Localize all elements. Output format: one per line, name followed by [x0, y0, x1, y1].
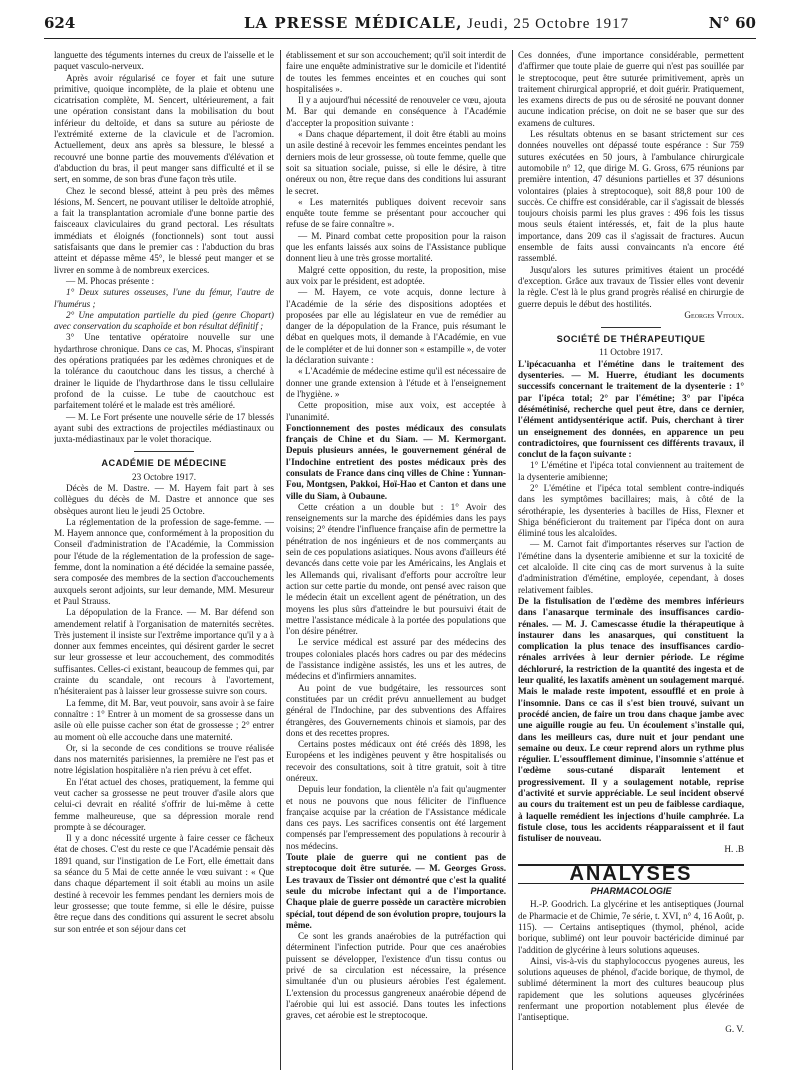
- paragraph: Or, si la seconde de ces conditions se trouve réalisée dans nos maternités parisiennes, la première ne l'est pas et notre législation hospitalière n'a rien prévu à cet effet.: [54, 742, 274, 776]
- column-divider: [512, 50, 513, 1070]
- section-rule: [134, 451, 194, 452]
- paragraph: Ainsi, vis-à-vis du staphylococcus pyogenes aureus, les solutions aqueuses de phénol, d'acide borique, de thymol, de sublimé déterminent la mort des cultures beaucoup plus rapidement que les solutions aqueuses glycérinées renfermant une proportion notablement plus élevée de l'antiseptique.: [518, 955, 744, 1023]
- paragraph: « Dans chaque département, il doit être établi au moins un asile destiné à recevoir les femmes enceintes pendant les derniers mois de leur grossesse, où toute femme, quelle que soit sa situation sociale, puisse, si elle le désire, à titre onéreux ou non, être reçue dans des conditions lui assurant le secret.: [286, 129, 506, 196]
- author-signature: Georges Vitoux.: [684, 309, 744, 320]
- paragraph: — M. Carnot fait d'importantes réserves sur l'action de l'émétine dans la dysenterie amibienne et sur la toxicité de cet alcaloïde. Il cite cinq cas de mort survenus à la suite d'administration d'émétine, employée, cependant, à doses relativement faibles.: [518, 539, 744, 595]
- issue-number: N° 60: [708, 14, 756, 32]
- section-date: 23 Octobre 1917.: [131, 471, 197, 482]
- section-heading: ACADÉMIE DE MÉDECINE: [101, 458, 227, 469]
- paragraph: Cette proposition, mise aux voix, est acceptée à l'unanimité.: [286, 400, 506, 422]
- paragraph: languette des téguments internes du creux de l'aisselle et le paquet vasculo-nerveux.: [54, 50, 274, 72]
- paragraph: 1° L'émétine et l'ipéca total conviennent au traitement de la dysenterie amibienne;: [518, 460, 744, 482]
- page-header: [44, 14, 756, 34]
- paragraph: Il y a aujourd'hui nécessité de renouveler ce vœu, ajouta M. Bar qui demande en conséquence à l'Académie d'accepter la proposition suivante :: [286, 95, 506, 128]
- journal-title: [244, 14, 630, 33]
- issue-date: Jeudi, 25 Octobre 1917: [467, 16, 630, 32]
- paragraph: Ces données, d'une importance considérable, permettent d'affirmer que toute plaie de guerre qui n'est pas souillée par le streptocoque, peut être suturée primitivement, après un traitement chirurgical approprié, et doit guérir. Pratiquement, les examens directs de pus ou de sérosité ne pouvant donner aucune indication précise, on doit ne se baser que sur des examens de cultures.: [518, 50, 744, 128]
- paragraph: Ce sont les grands anaérobies de la putréfaction qui déterminent l'infection putride. Pour que ces anaérobies puissent se développer, l'existence d'un tissu contus ou privé de sa circulation est nécessaire, la présence simultanée d'un ou plusieurs aérobies l'est également. L'extension du processus gangreneux anaérobie dépend de l'aérobie qui lui est associé. Dans toutes les infections graves, cet aérobie est le streptocoque.: [286, 931, 506, 1021]
- paragraph: Malgré cette opposition, du reste, la proposition, mise aux voix par le président, est adoptée.: [286, 264, 506, 286]
- paragraph: 2° L'émétine et l'ipéca total semblent contre-indiqués dans les symptômes bacillaires; mais, à côté de la sérothérapie, les dysenteries à bacilles de Hiss, Flexner et Shiga bénéficieront du traitement par l'ipéca dont on aura éliminé tous les alcaloïdes.: [518, 482, 744, 539]
- section-date: 11 Octobre 1917.: [599, 347, 663, 358]
- paragraph: « L'Académie de médecine estime qu'il est nécessaire de donner une grande extension à l'étude et à l'enseignement de l'hygiène. »: [286, 366, 506, 399]
- paragraph: « Les maternités publiques doivent recevoir sans enquête toute femme se présentant pour accoucher qui refuse de se faire connaître ».: [286, 196, 506, 230]
- paragraph: L'ipécacuanha et l'émétine dans le traitement des dysenteries. — M. Huerre, étudiant les documents successifs concernant le traitement de la dysenterie : 1° par l'ipéca total; 2° par l'émétine; 3° par l'ipéca désémétinisé, recherche quel peut être, dans ce dernier, l'élément antidysentérique actif. Puis, cherchant à tirer un enseignement des données, en apparence un peu contradictoires, que fournissent ces différents travaux, il conclut de la façon suivante :: [518, 358, 744, 460]
- paragraph: Cette création a un double but : 1° Avoir des renseignements sur la marche des épidémies dans les pays voisins; 2° étendre l'influence française afin de permettre la pénétration de nos ingénieurs et de nos commerçants au sein de ces populations asiatiques. Nous avons d'ailleurs été devancés dans cette voie par les Américains, les Anglais et les Allemands qui, rivalisant d'efforts pour accroître leur action sur cette partie du monde, ont pensé avec raison que le médecin était un excellent agent de pénétration, un des moyens les plus sûrs d'atteindre le but poursuivi était de mettre l'assistance médicale à la portée des populations que l'on désire pénétrer.: [286, 501, 506, 637]
- paragraph: Jusqu'alors les sutures primitives étaient un procédé d'exception. Grâce aux travaux de Tissier elles vont devenir la règle. C'est là le plus grand progrès réalisé en chirurgie de guerre depuis le début des hostilités.: [518, 264, 744, 309]
- paragraph: Depuis leur fondation, la clientèle n'a fait qu'augmenter et nous ne pouvons que nous féliciter de l'influence française acquise par la création de l'Assistance médicale dans ces pays. Les sacrifices consentis ont été largement compensés par l'empressement des populations à recourir à nos médecins.: [286, 784, 506, 851]
- column-2: [286, 50, 506, 1070]
- paragraph: En l'état actuel des choses, pratiquement, la femme qui veut cacher sa grossesse ne peut trouver d'asile alors que celui-ci devrait en réalité s'offrir de lui-même à cette femme malheureuse, que sa dépression morale rend prompte à se décourager.: [54, 776, 274, 832]
- analyses-heading: ANALYSES: [518, 864, 744, 884]
- paragraph: La femme, dit M. Bar, veut pouvoir, sans avoir à se faire connaître : 1° Entrer à un moment de sa grossesse dans un asile où elle puisse cacher son état de grossesse ; 2° entrer au moment où elle accouche dans une maternité.: [54, 697, 274, 742]
- paragraph: Après avoir régularisé ce foyer et fait une suture primitive, quoique incomplète, de la plaie et obtenu une cicatrisation complète, M. Sencert, ultérieurement, a fait une opération consistant dans la mobilisation du bout inférieur du deltoïde, et dans sa suture au périoste de l'extrémité externe de la clavicule et de l'acromion. Actuellement, deux ans après sa blessure, le blessé a recouvré une bonne partie des mouvements d'élévation et d'abduction du bras, il peut manger sans difficulté et il se sert, en somme, de son bras d'une façon très utile.: [54, 72, 274, 185]
- paragraph: 3° Une tentative opératoire nouvelle sur une hydarthrose chronique. Dans ce cas, M. Phocas, s'inspirant des opérations pratiquées par les œdèmes chroniques et de la tolérance du caoutchouc dans les tissus, a cherché à drainer le liquide de l'hydarthrose dans le tissu cellulaire profond de la cuisse. Le tube de caoutchouc est parfaitement toléré et le malade est très amélioré.: [54, 332, 274, 411]
- paragraph: La réglementation de la profession de sage-femme. — M. Hayem annonce que, conformément à la proposition du Conseil d'administration de l'Académie, la Commission pour l'étude de la réglementation de la profession de sage-femme, dont la nomination a été décidée la semaine passée, sera composée des membres de la section d'accouchements auxquels seront adjoints, sur leur demande, MM. Mesureur et Paul Strauss.: [54, 516, 274, 606]
- paragraph: Décès de M. Dastre. — M. Hayem fait part à ses collègues du décès de M. Dastre et annonce que ses obsèques auront lieu le jeudi 25 Octobre.: [54, 482, 274, 516]
- paragraph: Il y a donc nécessité urgente à faire cesser ce fâcheux état de choses. C'est du reste ce que l'Académie pensait dès 1891 quand, sur l'instigation de Le Fort, elle émettait dans sa séance du 5 Mai de cette année le vœu suivant : « Que dans chaque département il soit établi au moins un asile destiné à recevoir les femmes pendant les derniers mois de leur grossesse; que toute femme, si elle le désire, puisse être reçue dans des conditions qui assurent le secret absolu sur son entrée et son séjour dans cet: [54, 833, 274, 934]
- paragraph: Certains postes médicaux ont été créés dès 1898, les Européens et les indigènes peuvent y être hospitalisés ou recevoir des consultations, soit à titre gratuit, soit à titre onéreux.: [286, 739, 506, 783]
- paragraph: Fonctionnement des postes médicaux des consulats français de Chine et du Siam. — M. Kermorgant. Depuis plusieurs années, le gouvernement général de l'Indochine entretient des postes médicaux près des consulats de France dans cinq villes de Chine : Yunnan-Fou, Montgsen, Pakkoi, Hoï-Hao et Canton et dans une ville du Siam, à Oubaune.: [286, 422, 506, 501]
- paragraph: H.-P. Goodrich. La glycérine et les antiseptiques (Journal de Pharmacie et de Chimie, 7e série, t. XVI, n° 4, 16 Août, p. 115). — Certains antiseptiques (thymol, phénol, acide borique, sublimé) ont leur pouvoir bactéricide diminué par l'addition de glycérine à leurs solutions aqueuses.: [518, 899, 744, 955]
- paragraph: Le service médical est assuré par des médecins des troupes coloniales placés hors cadres ou par des médecins de l'assistance indigène assistés, les uns et les autres, de médecins et d'infirmiers annamites.: [286, 637, 506, 682]
- paragraph: Les résultats obtenus en se basant strictement sur ces données nouvelles ont dépassé toute espérance : Sur 759 sutures exécutées en 50 jours, à l'ambulance chirurgicale automobile n° 12, que dirige M. G. Gross, 675 réunions par première intention, 47 désunions partielles et 37 désunions volontaires (plaies à streptocoque), soit 88,8 pour 100 de succès. Ce chiffre est considérable, car il s'agissait de blessés toujours choisis parmi les plus graves : 496 fois les tissus mous seuls étaient intéressés, et, fait de la plus haute importance, dans 209 cas il s'agissait de fractures. Aucun ensemble de faits aussi convaincants n'a encore été rassemblé.: [518, 129, 744, 264]
- paragraph: — M. Pinard combat cette proposition pour la raison que les enfants laissés aux soins de l'Assistance publique donnent lieu à une très grosse mortalité.: [286, 230, 506, 264]
- column-1: [54, 50, 274, 1070]
- paragraph: — M. Le Fort présente une nouvelle série de 17 blessés ayant subi des extractions de projectiles médiastinaux ou juxta-médiastinaux par le volet thoracique.: [54, 411, 274, 445]
- page-number: 624: [44, 14, 76, 32]
- journal-name: LA PRESSE MÉDICALE,: [244, 14, 463, 32]
- paragraph: — M. Hayem, ce vote acquis, donne lecture à l'Académie de la série des dispositions adoptées et proposées par elle au législateur en vue de remédier au danger de la dépopulation de la France, puis résumant le débat en quelques mots, il demande à l'Académie, en vue de le compléter et de lui donner son « estampille », de voter la déclaration suivante :: [286, 287, 506, 366]
- paragraph: Au point de vue budgétaire, les ressources sont constituées par un crédit prévu annuellement au budget général de l'Indochine, par des subventions des Affaires étrangères, des Gouvernements chinois et siamois, par des dons et des recettes propres.: [286, 682, 506, 738]
- paragraph: La dépopulation de la France. — M. Bar défend son amendement relatif à l'organisation de maternités secrètes. Très justement il insiste sur l'extrême importance qu'il y a à donner aux femmes enceintes, qui désirent garder le secret sur leur grossesse et leur accouchement, des commodités suffisantes. Celles-ci existant, beaucoup de femmes qui, par crainte du scandale, ont recours à l'avortement, n'hésiteraient pas à laisser leur grossesse suivre son cours.: [54, 607, 274, 697]
- author-signature: H. .B: [724, 844, 744, 855]
- paragraph: 2° Une amputation partielle du pied (genre Chopart) avec conservation du scaphoïde et bon résultat définitif ;: [54, 309, 274, 332]
- paragraph: — M. Phocas présente :: [66, 275, 155, 286]
- author-signature: G. V.: [725, 1023, 744, 1034]
- column-3: [518, 50, 744, 1070]
- paragraph: De la fistulisation de l'œdème des membres inférieurs dans l'anasarque terminale des insuffisances cardio-rénales. — M. J. Camescasse étudie la thérapeutique à instaurer dans les anasarques, qui constituent la complication la plus tenace des insuffisances cardio-rénales arrivées à leur dernier période. Le régime déchloruré, la restriction de la quantité des ingesta et de leur qualité, les laxatifs amènent un soulagement marqué. Mais le malade reste impotent, essoufflé et en proie à l'insomnie. Dans ce cas il s'est bien trouvé, suivant un procédé ancien, de faire un trou dans chaque jambe avec une aiguille rougie au feu. Un écoulement s'installe qui, dans les meilleurs cas, dure nuit et jour pendant une semaine ou deux. Le cœur reprend alors un rythme plus régulier. L'essoufflement diminue, l'insomnie s'atténue et l'œdème sous-cutané disparaît lentement et progressivement. Il y a soulagement notable, reprise d'activité et survie appréciable. Le seul incident observé au cours du traitement est un peu de faiblesse cardiaque, à laquelle remédient les injections d'huile camphrée. La fistule close, tous les accidents réapparaissent et il faut fistuliser de nouveau.: [518, 595, 744, 844]
- paragraph: établissement et sur son accouchement; qu'il soit interdit de faire une enquête administrative sur le domicile et l'identité de toutes les femmes enceintes et en couches qui sont hospitalisées ».: [286, 50, 506, 94]
- subsection-heading: PHARMACOLOGIE: [590, 886, 672, 897]
- paragraph: Toute plaie de guerre qui ne contient pas de streptocoque doit être suturée. — M. Georges Gross. Les travaux de Tissier ont démontré que c'est la qualité seule du microbe infectant qui a de l'importance. Chaque plaie de guerre possède un caractère microbien spécial, tout dépend de son évolution propre, toujours la même.: [286, 852, 506, 930]
- header-rule: [44, 38, 756, 39]
- section-heading: SOCIÉTÉ DE THÉRAPEUTIQUE: [556, 334, 706, 345]
- column-divider: [280, 50, 281, 1070]
- paragraph: Chez le second blessé, atteint à peu près des mêmes lésions, M. Sencert, ne pouvant utiliser le deltoïde atrophié, a fait la transplantation acromiale d'une bonne partie des faisceaux claviculaires du grand pectoral. Les résultats immédiats et éloignés (fonctionnels) sont tout aussi satisfaisants que dans le premier cas : l'abduction du bras atteint et dépasse même 45°, le blessé peut manger et se livrer en somme à de nombreux exercices.: [54, 185, 274, 275]
- paragraph: 1° Deux sutures osseuses, l'une du fémur, l'autre de l'humérus ;: [54, 287, 274, 309]
- section-rule: [601, 327, 661, 328]
